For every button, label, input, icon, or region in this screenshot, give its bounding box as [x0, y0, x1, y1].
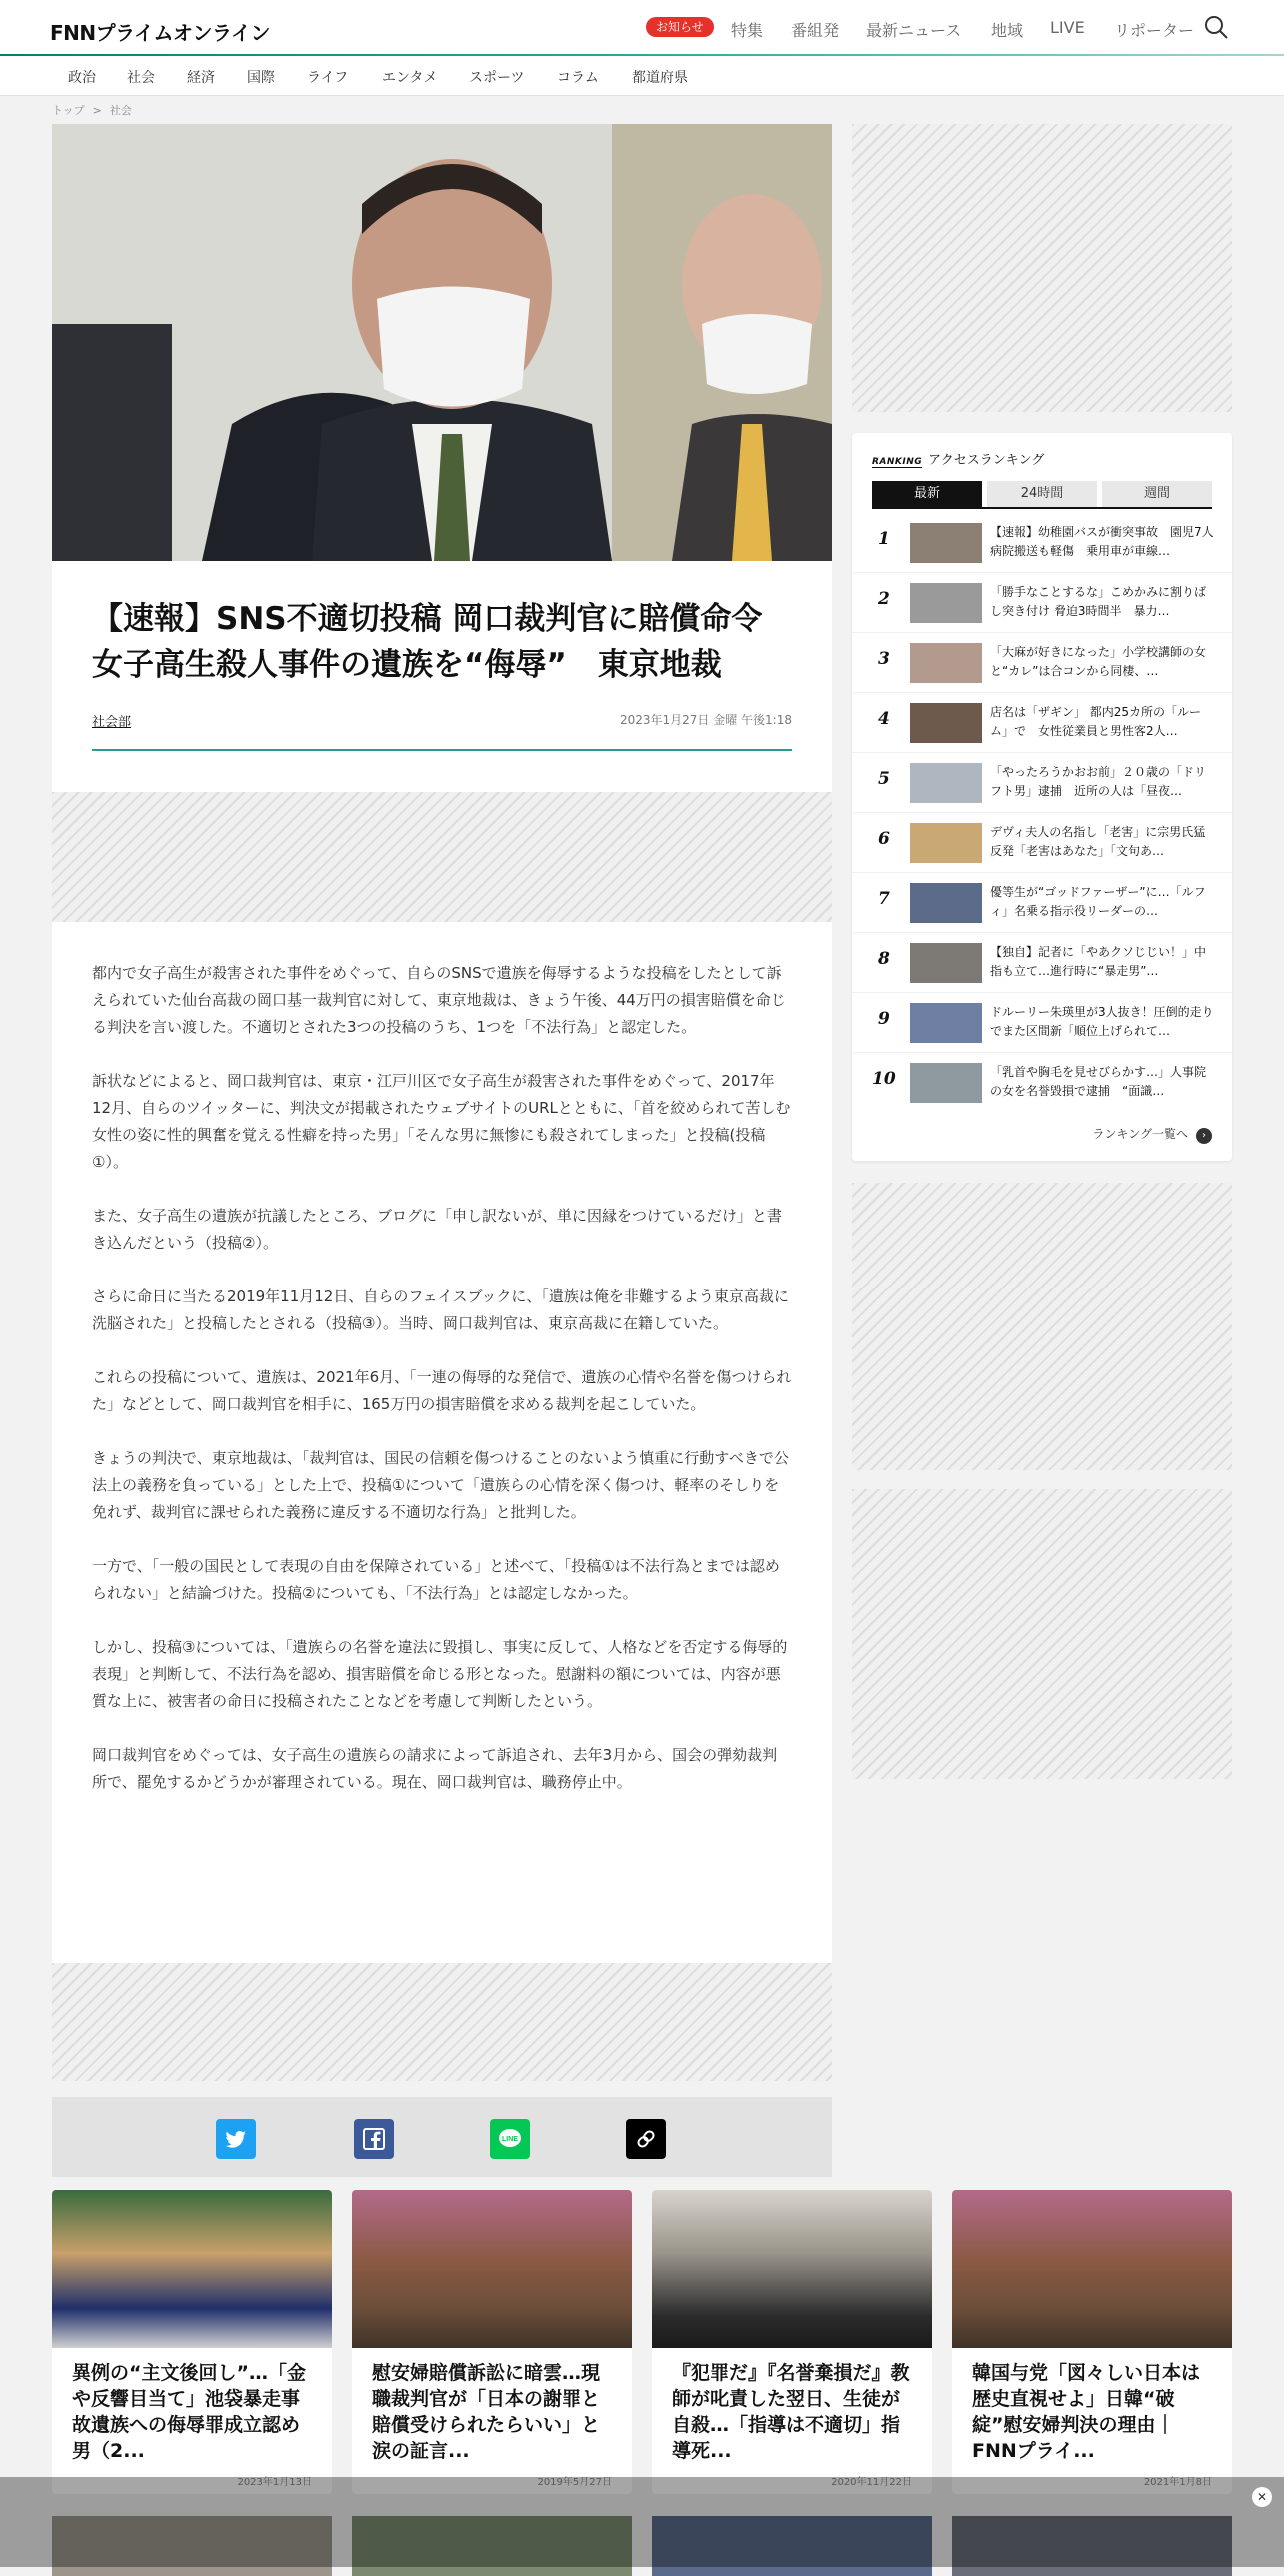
ranking-title: 【独自】記者に「やあクソじじい！」中指も立て…進行時に“暴走男”…	[990, 945, 1207, 978]
cat-entame[interactable]: エンタメ	[382, 70, 438, 86]
sidebar-ad-3	[852, 1489, 1232, 1779]
hero-photo	[52, 124, 832, 561]
article-body	[92, 960, 792, 1823]
ranking-item[interactable]	[852, 633, 1232, 693]
nav-reporter[interactable]: リポーター	[1114, 21, 1195, 40]
ranking-item[interactable]	[852, 1053, 1232, 1113]
ranking-thumbnail	[910, 943, 982, 983]
close-icon[interactable]: ✕	[1252, 2487, 1272, 2507]
rank-number: 3	[878, 649, 890, 669]
article-title: 【速報】SNS不適切投稿 岡口裁判官に賠償命令 女子高生殺人事件の遺族を“侮辱” 東京地裁	[92, 601, 763, 683]
cat-life[interactable]: ライフ	[307, 70, 349, 86]
paragraph: 一方で、「一般の国民として表現の自由を保障されている」と述べて、「投稿①は不法行為とまでは認められない」と結論づけた。投稿②についても、「不法行為」とは認定しなかった。	[92, 1557, 780, 1602]
notice-badge[interactable]: お知らせ	[646, 17, 714, 37]
ranking-item[interactable]	[852, 813, 1232, 873]
ad-slot-bottom	[52, 1963, 832, 2081]
related-date: 2021年1月8日	[1143, 2477, 1212, 2488]
cat-prefectures[interactable]: 都道府県	[632, 70, 688, 86]
related-thumbnail	[652, 2190, 932, 2348]
ranking-title: 「乳首や胸毛を見せびらかす…」人事院の女を名誉毀損で逮捕 “面識…	[990, 1065, 1207, 1098]
ranking-item[interactable]	[852, 693, 1232, 753]
twitter-share-button[interactable]	[216, 2119, 256, 2159]
related-thumbnail	[952, 2190, 1232, 2348]
related-date: 2020年11月22日	[831, 2477, 912, 2488]
nav-latest-news[interactable]: 最新ニュース	[866, 21, 962, 40]
nav-region[interactable]: 地域	[991, 21, 1024, 40]
cat-economy[interactable]: 経済	[187, 70, 215, 86]
facebook-share-button[interactable]	[354, 2119, 394, 2159]
cat-column[interactable]: コラム	[557, 70, 599, 86]
ranking-item[interactable]	[852, 513, 1232, 573]
cat-politics[interactable]: 政治	[68, 70, 96, 86]
rank-number: 4	[878, 709, 890, 729]
facebook-icon	[354, 2119, 394, 2159]
ranking-thumbnail	[910, 763, 982, 803]
tab-latest[interactable]: 最新	[872, 481, 982, 507]
sidebar-ad-2	[852, 1183, 1232, 1470]
chevron-right-icon: ›	[1196, 1128, 1212, 1144]
related-title: 慰安婦賠償訴訟に暗雲…現職裁判官が「日本の謝罪と賠償受けられたらいい」と涙の証言...	[372, 2362, 601, 2462]
ranking-thumbnail	[910, 523, 982, 563]
paragraph: きょうの判決で、東京地裁は、「裁判官は、国民の信頼を傷つけることのないよう慎重に行動すべきで公法上の義務を負っている」とした上で、投稿①について「遺族らの心情を深く傷つけ、軽率のそしりを免れず、裁判官に課せられた義務に違反する不適切な行為」と批判した。	[92, 1449, 789, 1521]
rank-number: 10	[872, 1069, 896, 1089]
twitter-icon	[216, 2119, 256, 2159]
ranking-heading	[872, 449, 1044, 468]
ranking-more-link[interactable]	[1092, 1125, 1212, 1144]
related-date: 2019年5月27日	[537, 2477, 612, 2488]
nav-tokushu[interactable]: 特集	[731, 21, 764, 40]
crumb-society[interactable]: 社会	[109, 104, 132, 117]
related-title: 『犯罪だ』『名誉棄損だ』教師が叱責した翌日、生徒が自殺…「指導は不適切」指導死...	[672, 2362, 910, 2462]
paragraph: 岡口裁判官をめぐっては、女子高生の遺族らの請求によって訴追され、去年3月から、国会の弾劾裁判所で、罷免するかどうかが審理されている。現在、岡口裁判官は、職務停止中。	[92, 1746, 778, 1791]
ranking-title: 【速報】幼稚園バスが衝突事故 園児7人病院搬送も軽傷 乗用車が車線…	[990, 525, 1214, 558]
related-thumbnail	[52, 2190, 332, 2348]
line-share-button[interactable]	[490, 2119, 530, 2159]
paragraph: 都内で女子高生が殺害された事件をめぐって、自らのSNSで遺族を侮辱するような投稿をしたとして訴えられていた仙台高裁の岡口基一裁判官に対して、東京地裁は、きょう午後、44万円の損害賠償を命じる判決を言い渡した。不適切とされた3つの投稿のうち、1つを「不法行為」と認定した。	[92, 964, 786, 1036]
ranking-title: 「大麻が好きになった」小学校講師の女と“カレ”は合コンから同棲、…	[990, 645, 1207, 678]
ranking-title: 優等生が“ゴッドファーザー”に…「ルフィ」名乗る指示役リーダーの…	[990, 885, 1206, 918]
paragraph: 訴状などによると、岡口裁判官は、東京・江戸川区で女子高生が殺害された事件をめぐって、2017年12月、自らのツイッターに、判決文が掲載されたウェブサイトのURLとともに、「首を絞められて苦しむ女性の姿に性的興奮を覚える性癖を持った男」「そんな男に無惨にも殺されてしまった」と投稿(投稿①）。	[92, 1072, 791, 1171]
site-header	[0, 0, 1284, 56]
related-date: 2023年1月13日	[237, 2477, 312, 2488]
paragraph: しかし、投稿③については、「遺族らの名誉を違法に毀損し、事実に反して、人格などを否定する侮辱的表現」と判断して、不法行為を認め、損害賠償を命じる形となった。慰謝料の額については、内容が悪質な上に、被害者の命日に投稿されたことなどを考慮して判断したという。	[92, 1638, 788, 1710]
article-date: 2023年1月27日 金曜 午後1:18	[619, 713, 792, 727]
rank-number: 8	[878, 949, 890, 969]
sidebar-ad-1	[852, 124, 1232, 412]
ranking-more-label: ランキング一覧へ	[1092, 1127, 1188, 1141]
related-card[interactable]	[352, 2190, 632, 2494]
cat-society[interactable]: 社会	[127, 70, 155, 86]
ranking-title: 「やったろうかおお前」２０歳の「ドリフト男」逮捕 近所の人は「昼夜…	[990, 765, 1207, 798]
ranking-thumbnail	[910, 1063, 982, 1103]
ranking-thumbnail	[910, 643, 982, 683]
tab-24h[interactable]: 24時間	[987, 481, 1097, 507]
paragraph: また、女子高生の遺族が抗議したところ、ブログに「申し訳ないが、単に因縁をつけているだけ」と書き込んだという（投稿②）。	[92, 1207, 783, 1252]
rank-number: 6	[878, 829, 890, 849]
crumb-sep: >	[92, 104, 102, 117]
ranking-thumbnail	[910, 583, 982, 623]
share-bar	[52, 2097, 832, 2177]
access-ranking	[852, 433, 1232, 1161]
ranking-item[interactable]	[852, 873, 1232, 933]
ranking-label: アクセスランキング	[928, 453, 1045, 468]
related-card[interactable]	[52, 2190, 332, 2494]
copy-link-button[interactable]	[626, 2119, 666, 2159]
tab-underline	[872, 507, 1212, 509]
ranking-item[interactable]	[852, 573, 1232, 633]
ranking-title: 「勝手なことするな」こめかみに割りばし突き付け 脅迫3時間半 暴力…	[990, 585, 1207, 618]
paragraph: さらに命日に当たる2019年11月12日、自らのフェイスブックに、「遺族は俺を非難するよう東京高裁に洗脳された」と投稿したとされる（投稿③）。当時、岡口裁判官は、東京高裁に在籍していた。	[92, 1288, 789, 1332]
ranking-title: ドルーリー朱瑛里が3人抜き！圧倒的走りでまた区間新「順位上げられて…	[990, 1005, 1214, 1038]
rank-number: 7	[878, 889, 890, 909]
nav-live[interactable]: LIVE	[1050, 18, 1085, 37]
cat-international[interactable]: 国際	[247, 70, 275, 86]
ranking-title: デヴィ夫人の名指し「老害」に宗男氏猛反発「老害はあなた」「文句あ…	[990, 825, 1206, 858]
site-logo[interactable]: FNNプライムオンライン	[50, 21, 270, 45]
ranking-thumbnail	[910, 1003, 982, 1043]
link-icon	[626, 2119, 666, 2159]
ranking-label-en: RANKING	[872, 457, 923, 467]
ranking-item[interactable]	[852, 753, 1232, 813]
category-nav	[0, 56, 1284, 96]
ranking-item[interactable]	[852, 933, 1232, 993]
article-author[interactable]: 社会部	[92, 715, 132, 730]
rank-number: 2	[878, 589, 890, 609]
title-divider	[92, 749, 792, 751]
ranking-thumbnail	[910, 703, 982, 743]
related-title: 韓国与党「図々しい日本は歴史直視せよ」日韓“破綻”慰安婦判決の理由｜FNNプライ...	[972, 2362, 1201, 2462]
nav-bangumi[interactable]: 番組発	[791, 21, 840, 40]
hero-image	[52, 124, 832, 561]
paragraph: これらの投稿について、遺族は、2021年6月、「一連の侮辱的な発信で、遺族の心情や名誉を傷つけられた」などとして、岡口裁判官を相手に、165万円の損害賠償を求める裁判を起こしていた。	[92, 1368, 792, 1413]
related-title: 異例の“主文後回し”…「金や反響目当て」池袋暴走事故遺族への侮辱罪成立認め男（2...	[72, 2362, 306, 2462]
related-thumbnail	[352, 2190, 632, 2348]
tab-weekly[interactable]: 週間	[1102, 481, 1212, 507]
related-card[interactable]	[652, 2190, 932, 2494]
svg-text:LINE: LINE	[502, 2136, 518, 2143]
breadcrumb	[52, 102, 140, 118]
ranking-thumbnail	[910, 883, 982, 923]
rank-number: 5	[878, 769, 890, 789]
search-icon[interactable]	[1203, 14, 1229, 40]
bottom-ad-overlay	[0, 2477, 1284, 2567]
line-icon	[490, 2119, 530, 2159]
rank-number: 1	[878, 529, 890, 549]
rank-number: 9	[878, 1009, 890, 1029]
crumb-top[interactable]: トップ	[52, 104, 85, 117]
ranking-thumbnail	[910, 823, 982, 863]
ranking-title: 店名は「ザギン」 都内25カ所の「ルーム」で 女性従業員と男性客2人…	[990, 705, 1201, 738]
cat-sports[interactable]: スポーツ	[469, 70, 525, 86]
related-card[interactable]	[952, 2190, 1232, 2494]
ranking-item[interactable]	[852, 993, 1232, 1053]
ad-slot-inline	[52, 792, 832, 922]
article	[52, 124, 832, 2081]
